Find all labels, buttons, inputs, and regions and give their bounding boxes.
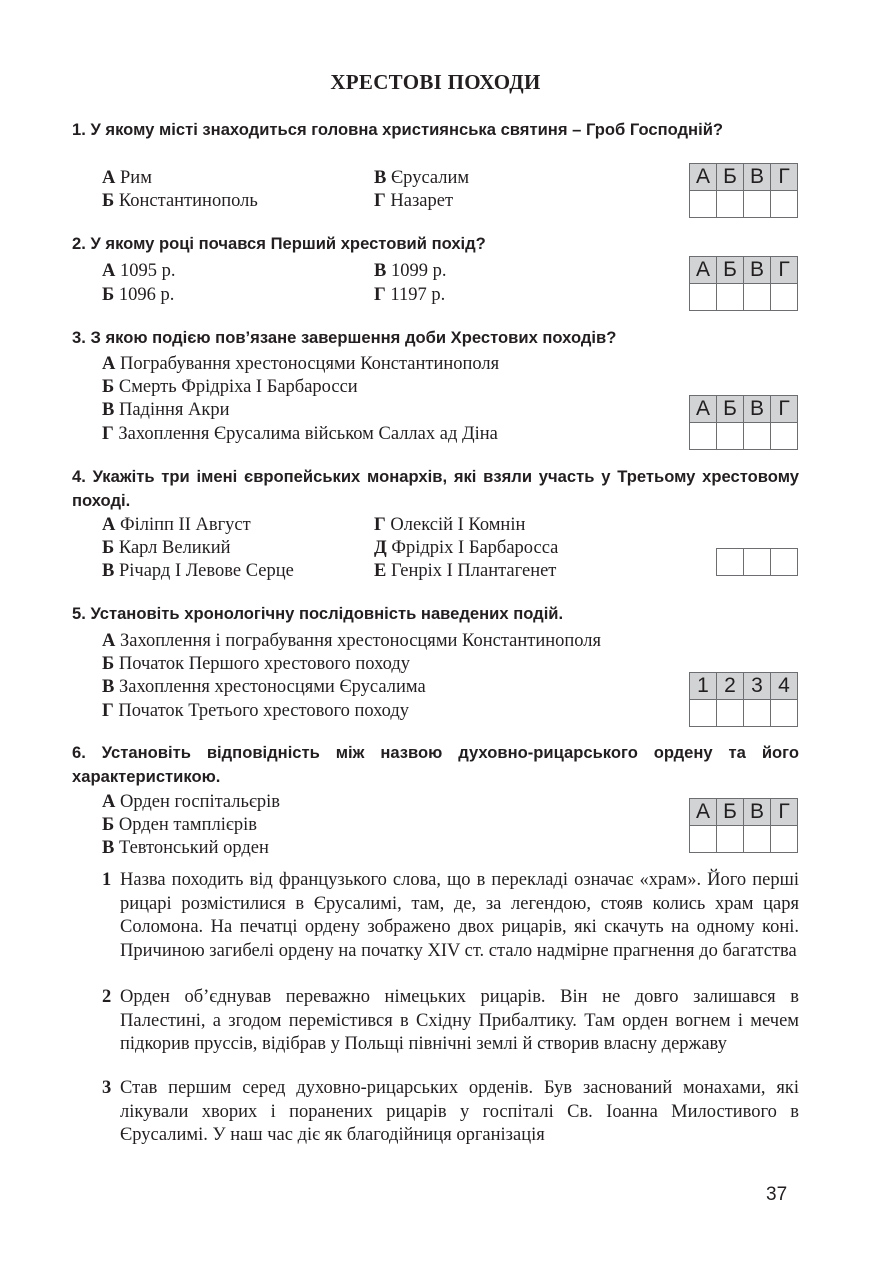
- grid-header-cell: 3: [744, 673, 771, 700]
- grid-header-cell: 1: [690, 673, 717, 700]
- answer-cell[interactable]: [744, 700, 771, 727]
- answer-cell[interactable]: [771, 700, 798, 727]
- q1-option-c: В Єрусалим: [374, 168, 470, 188]
- q1-answer-grid: [689, 163, 798, 218]
- question-5-text: 5. Установіть хронологічну послідовність наведених подій.: [72, 604, 564, 623]
- answer-cell[interactable]: [744, 423, 771, 450]
- q2-option-a: А 1095 р.: [102, 261, 176, 281]
- page-title: ХРЕСТОВІ ПОХОДИ: [330, 70, 541, 94]
- q5-option-a: А Захоплення і пограбування хрестоносцями Константинополя: [102, 631, 602, 651]
- q6-answer-grid: [689, 798, 798, 853]
- grid-header-cell: Б: [717, 396, 744, 423]
- description-text: Орден об’єднував переважно німецьких рицарів. Він не довго залишався в Палестині, а згодом перемістився в Східну Прибалтику. Там орден вогнем і мечем підкорив пруссів, відібрав у Польщі північні землі й створив власну державу: [120, 987, 799, 1054]
- grid-header-cell: Б: [717, 164, 744, 191]
- q3-option-b: Б Смерть Фрідріха І Барбаросси: [102, 377, 358, 397]
- answer-cell[interactable]: [771, 191, 798, 218]
- grid-header-cell: 4: [771, 673, 798, 700]
- q5-option-c: В Захоплення хрестоносцями Єрусалима: [102, 677, 426, 697]
- q6-description-1: [72, 869, 799, 963]
- question-1-text: 1. У якому місті знаходиться головна християнська святиня – Гроб Господній?: [72, 120, 724, 139]
- q4-option-b: Б Карл Великий: [102, 538, 231, 558]
- q4-option-d: Г Олексій І Комнін: [374, 515, 526, 535]
- q6-option-b: Б Орден тамплієрів: [102, 815, 257, 835]
- grid-header-cell: В: [744, 257, 771, 284]
- grid-header-cell: Г: [771, 257, 798, 284]
- q1-option-b: Б Константинополь: [102, 191, 258, 211]
- description-number: 3: [102, 1078, 112, 1098]
- grid-header-cell: А: [690, 257, 717, 284]
- grid-header-cell: Г: [771, 799, 798, 826]
- answer-cell[interactable]: [690, 191, 717, 218]
- question-6-text: 6. Установіть відповідність між назвою духовно-рицарського ордену та його характеристикою.: [72, 743, 799, 786]
- answer-cell[interactable]: [717, 284, 744, 311]
- description-text: Назва походить від французького слова, що в перекладі означає «храм». Його перші рицарі розмістилися в Єрусалимі, там, де, за легендою, стояв колись храм царя Соломона. На печатці ордену зображено двох рицарів, які скачуть на одному коні. Причиною загибелі ордену на початку XIV ст. стало надмірне прагнення до багатства: [120, 870, 799, 961]
- q2-option-b: Б 1096 р.: [102, 285, 175, 305]
- answer-cell[interactable]: [717, 700, 744, 727]
- answer-cell[interactable]: [690, 700, 717, 727]
- q6-description-2: [72, 986, 799, 1057]
- q4-option-a: А Філіпп ІІ Август: [102, 515, 251, 535]
- answer-cell[interactable]: [744, 826, 771, 853]
- q6-option-a: А Орден госпітальєрів: [102, 792, 281, 812]
- description-text: Став першим серед духовно-рицарських орденів. Був заснований монахами, які лікували хворих і поранених рицарів у госпіталі Св. Іоанна Милостивого в Єрусалимі. У наш час діє як благодійниця організація: [120, 1078, 799, 1145]
- answer-cell[interactable]: [717, 191, 744, 218]
- q5-option-d: Г Початок Третього хрестового походу: [102, 701, 410, 721]
- q4-option-c: В Річард І Левове Серце: [102, 561, 294, 581]
- answer-cell[interactable]: [771, 549, 798, 576]
- question-3-text: 3. З якою подією пов’язане завершення доби Хрестових походів?: [72, 328, 617, 347]
- page-number: 37: [766, 1184, 788, 1205]
- q3-answer-grid: [689, 395, 798, 450]
- answer-cell[interactable]: [717, 549, 744, 576]
- grid-header-cell: А: [690, 799, 717, 826]
- grid-header-cell: А: [690, 164, 717, 191]
- q6-option-c: В Тевтонський орден: [102, 838, 269, 858]
- grid-header-cell: Б: [717, 257, 744, 284]
- grid-header-cell: Г: [771, 396, 798, 423]
- answer-cell[interactable]: [690, 826, 717, 853]
- question-2-text: 2. У якому році почався Перший хрестовий похід?: [72, 234, 486, 253]
- answer-cell[interactable]: [744, 284, 771, 311]
- answer-cell[interactable]: [744, 191, 771, 218]
- description-number: 1: [102, 870, 112, 890]
- q4-option-f: Е Генріх І Плантагенет: [374, 561, 557, 581]
- grid-header-cell: 2: [717, 673, 744, 700]
- grid-header-cell: В: [744, 164, 771, 191]
- q1-option-a: А Рим: [102, 168, 152, 188]
- q2-option-c: В 1099 р.: [374, 261, 447, 281]
- answer-cell[interactable]: [717, 826, 744, 853]
- grid-header-cell: В: [744, 799, 771, 826]
- q2-answer-grid: [689, 256, 798, 311]
- grid-header-cell: А: [690, 396, 717, 423]
- answer-cell[interactable]: [744, 549, 771, 576]
- answer-cell[interactable]: [771, 826, 798, 853]
- q5-answer-grid: [689, 672, 798, 727]
- answer-cell[interactable]: [690, 284, 717, 311]
- q3-option-d: Г Захоплення Єрусалима військом Саллах ад Діна: [102, 424, 498, 444]
- q5-option-b: Б Початок Першого хрестового походу: [102, 654, 410, 674]
- q6-description-3: [72, 1077, 799, 1148]
- grid-header-cell: В: [744, 396, 771, 423]
- q3-option-a: А Пограбування хрестоносцями Константинополя: [102, 354, 500, 374]
- q3-option-c: В Падіння Акри: [102, 400, 230, 420]
- answer-cell[interactable]: [771, 423, 798, 450]
- answer-cell[interactable]: [690, 423, 717, 450]
- description-number: 2: [102, 987, 112, 1007]
- grid-header-cell: Б: [717, 799, 744, 826]
- q4-option-e: Д Фрідріх І Барбаросса: [374, 538, 559, 558]
- question-4-text: 4. Укажіть три імені європейських монархів, які взяли участь у Третьому хрестовому поході.: [72, 467, 799, 510]
- grid-header-cell: Г: [771, 164, 798, 191]
- answer-cell[interactable]: [717, 423, 744, 450]
- q1-option-d: Г Назарет: [374, 191, 454, 211]
- q2-option-d: Г 1197 р.: [374, 285, 446, 305]
- answer-cell[interactable]: [771, 284, 798, 311]
- q4-answer-grid: [716, 548, 798, 576]
